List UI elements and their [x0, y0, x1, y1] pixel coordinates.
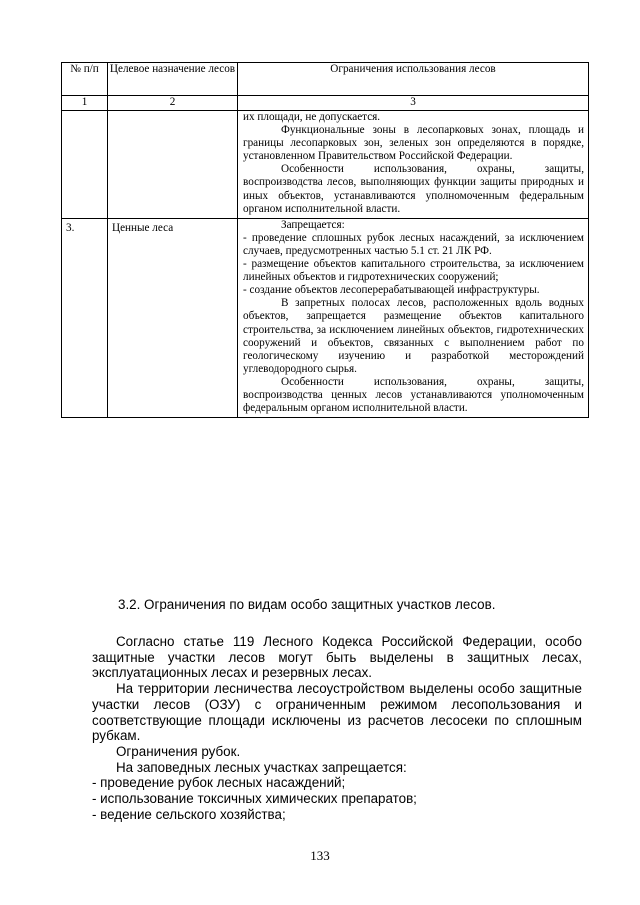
- column-number-3: 3: [238, 96, 589, 111]
- page-number: 133: [310, 848, 330, 863]
- list-item: - ведение сельского хозяйства;: [92, 806, 286, 822]
- body-paragraph: На территории лесничества лесоустройством выделены особо защитные участки лесов (ОЗУ) с ограниченным режимом лесопользования и соответствующие площади исключены из расчетов лесосеки по сплошным рубкам.: [92, 681, 582, 744]
- row-restrictions: [238, 111, 589, 219]
- body-paragraph: Ограничения рубок.: [116, 743, 241, 759]
- table-header-row: [62, 63, 589, 96]
- row-number: [62, 111, 108, 219]
- list-item: - использование токсичных химических препаратов;: [92, 791, 417, 807]
- body-text: [92, 634, 582, 822]
- row-purpose: [108, 111, 238, 219]
- restriction-paragraph: - размещение объектов капитального строительства, за исключением линейных объектов и гидротехнических сооружений;: [243, 258, 584, 284]
- table-row: [62, 218, 589, 417]
- row-purpose: Ценные леса: [108, 218, 238, 417]
- header-number: № п/п: [62, 63, 108, 96]
- restriction-paragraph: - проведение сплошных рубок лесных насаждений, за исключением случаев, предусмотренных частью 5.1 ст. 21 ЛК РФ.: [243, 231, 584, 257]
- table-column-numbers-row: [62, 96, 589, 111]
- restriction-paragraph: Особенности использования, охраны, защиты, воспроизводства ценных лесов устанавливаются уполномоченным федеральным органом исполнительной власти.: [243, 375, 584, 415]
- row-restrictions: [238, 218, 589, 417]
- list-item: - проведение рубок лесных насаждений;: [92, 775, 346, 791]
- restriction-paragraph: Особенности использования, охраны, защиты, воспроизводства лесов, выполняющих функции защиты природных и иных объектов, устанавливаются уполномоченным федеральным органом исполнительной власти.: [243, 163, 584, 215]
- row-number: 3.: [62, 218, 108, 417]
- forest-restrictions-table: [61, 62, 589, 418]
- column-number-1: 1: [62, 96, 108, 111]
- section-title: 3.2. Ограничения по видам особо защитных участков лесов.: [118, 597, 496, 612]
- restriction-paragraph: Запрещается:: [281, 218, 345, 231]
- body-paragraph: На заповедных лесных участках запрещается:: [116, 759, 407, 775]
- table-row: [62, 111, 589, 219]
- restriction-paragraph: их площади, не допускается.: [243, 111, 381, 123]
- header-purpose: Целевое назначение лесов: [108, 63, 238, 96]
- body-paragraph: Согласно статье 119 Лесного Кодекса Российской Федерации, особо защитные участки лесов могут быть выделены в защитных лесах, эксплуатационных лесах и резервных лесах.: [92, 634, 582, 681]
- header-restrictions: Ограничения использования лесов: [238, 63, 589, 96]
- restriction-paragraph: Функциональные зоны в лесопарковых зонах, площадь и границы лесопарковых зон, зеленых зон определяются в порядке, установленном Правительством Российской Федерации.: [243, 124, 584, 163]
- column-number-2: 2: [108, 96, 238, 111]
- restriction-paragraph: В запретных полосах лесов, расположенных вдоль водных объектов, запрещается размещение объектов капитального строительства, за исключением линейных объектов, гидротехнических сооружений и объектов, связанных с выполнением работ по геологическому изучению и разработкой месторождений углеводородного сырья.: [243, 297, 584, 375]
- restriction-paragraph: - создание объектов лесоперерабатывающей инфраструктуры.: [243, 284, 540, 297]
